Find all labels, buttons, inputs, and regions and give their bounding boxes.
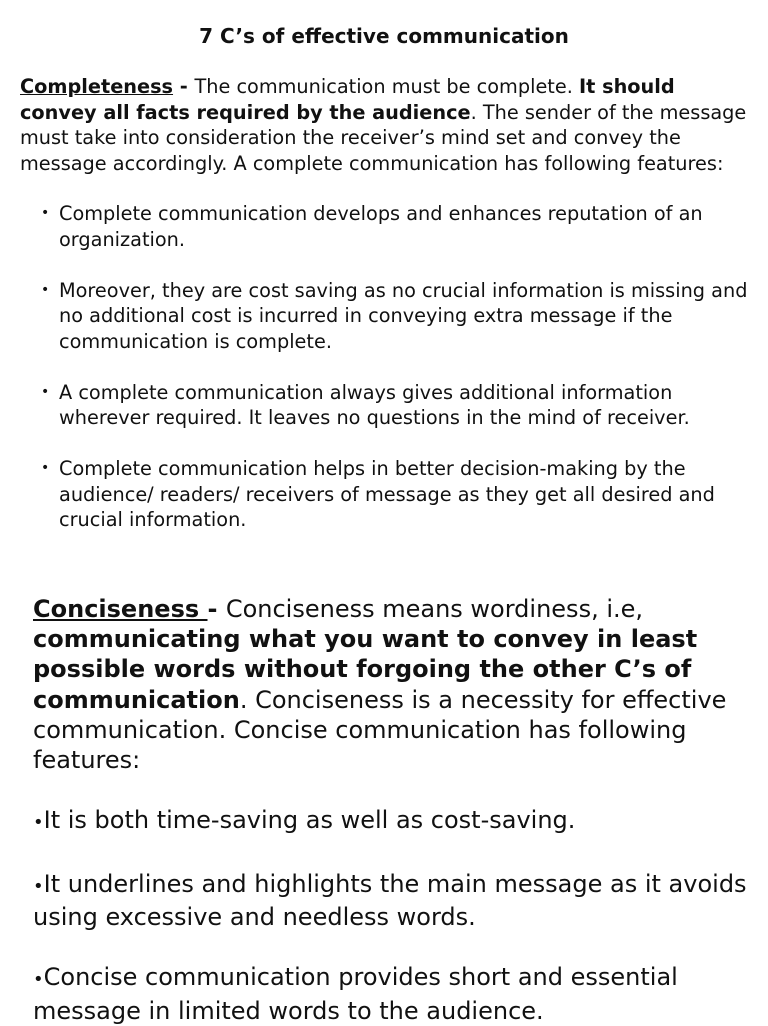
completeness-feature-text: Complete communication helps in better decision-making by the audience/ readers/ receivers of message as they get all desired and crucial information. [59,457,715,531]
completeness-feature-item [20,278,750,355]
completeness-feature-item [20,380,750,431]
completeness-feature-item [20,201,750,252]
bullet-icon: • [33,812,44,834]
conciseness-heading: Conciseness [33,595,208,623]
bullet-icon: • [33,969,44,991]
conciseness-dash: - [207,595,226,623]
completeness-feature-text: Complete communication develops and enhances reputation of an organization. [59,202,703,251]
completeness-feature-list [20,201,750,531]
completeness-section [20,74,750,531]
conciseness-bold-text: communicating what you want to convey in least possible words without forgoing the other C’s of communication [33,625,698,714]
bullet-icon: • [41,281,50,298]
conciseness-feature-text: It underlines and highlights the main message as it avoids using excessive and needless words. [33,869,747,931]
completeness-feature-text: A complete communication always gives additional information wherever required. It leaves no questions in the mind of receiver. [59,380,690,429]
completeness-text-2: . The sender of the message must take into consideration the receiver’s mind set and convey the message accordingly. A complete communication has following features: [20,100,747,175]
conciseness-feature-text: Concise communication provides short and essential message in limited words to the audience. [33,963,678,1025]
completeness-bold-text: It should convey all facts required by the audience [20,75,675,124]
completeness-feature-text: Moreover, they are cost saving as no crucial information is missing and no additional cost is incurred in conveying extra message if the communication is complete. [59,278,748,353]
completeness-text-1: The communication must be complete. [194,75,579,98]
bullet-icon: • [33,875,44,897]
conciseness-section [33,594,751,1026]
bullet-icon: • [41,383,50,400]
bullet-icon: • [41,205,50,221]
conciseness-feature-text: It is both time-saving as well as cost-saving. [43,806,576,835]
conciseness-text-2: . Conciseness is a necessity for effective communication. Concise communication has following features: [33,685,727,775]
completeness-heading: Completeness [20,75,174,98]
completeness-dash: - [173,75,195,98]
conciseness-feature-item [33,962,751,1025]
conciseness-feature-item [33,805,751,838]
document-title: 7 C’s of effective communication [199,24,569,48]
bullet-icon: • [41,460,50,476]
completeness-intro [20,74,750,176]
conciseness-intro [33,594,751,775]
conciseness-feature-item [33,869,751,932]
completeness-feature-item [20,456,750,533]
conciseness-text-1: Conciseness means wordiness, i.e, [225,595,644,623]
